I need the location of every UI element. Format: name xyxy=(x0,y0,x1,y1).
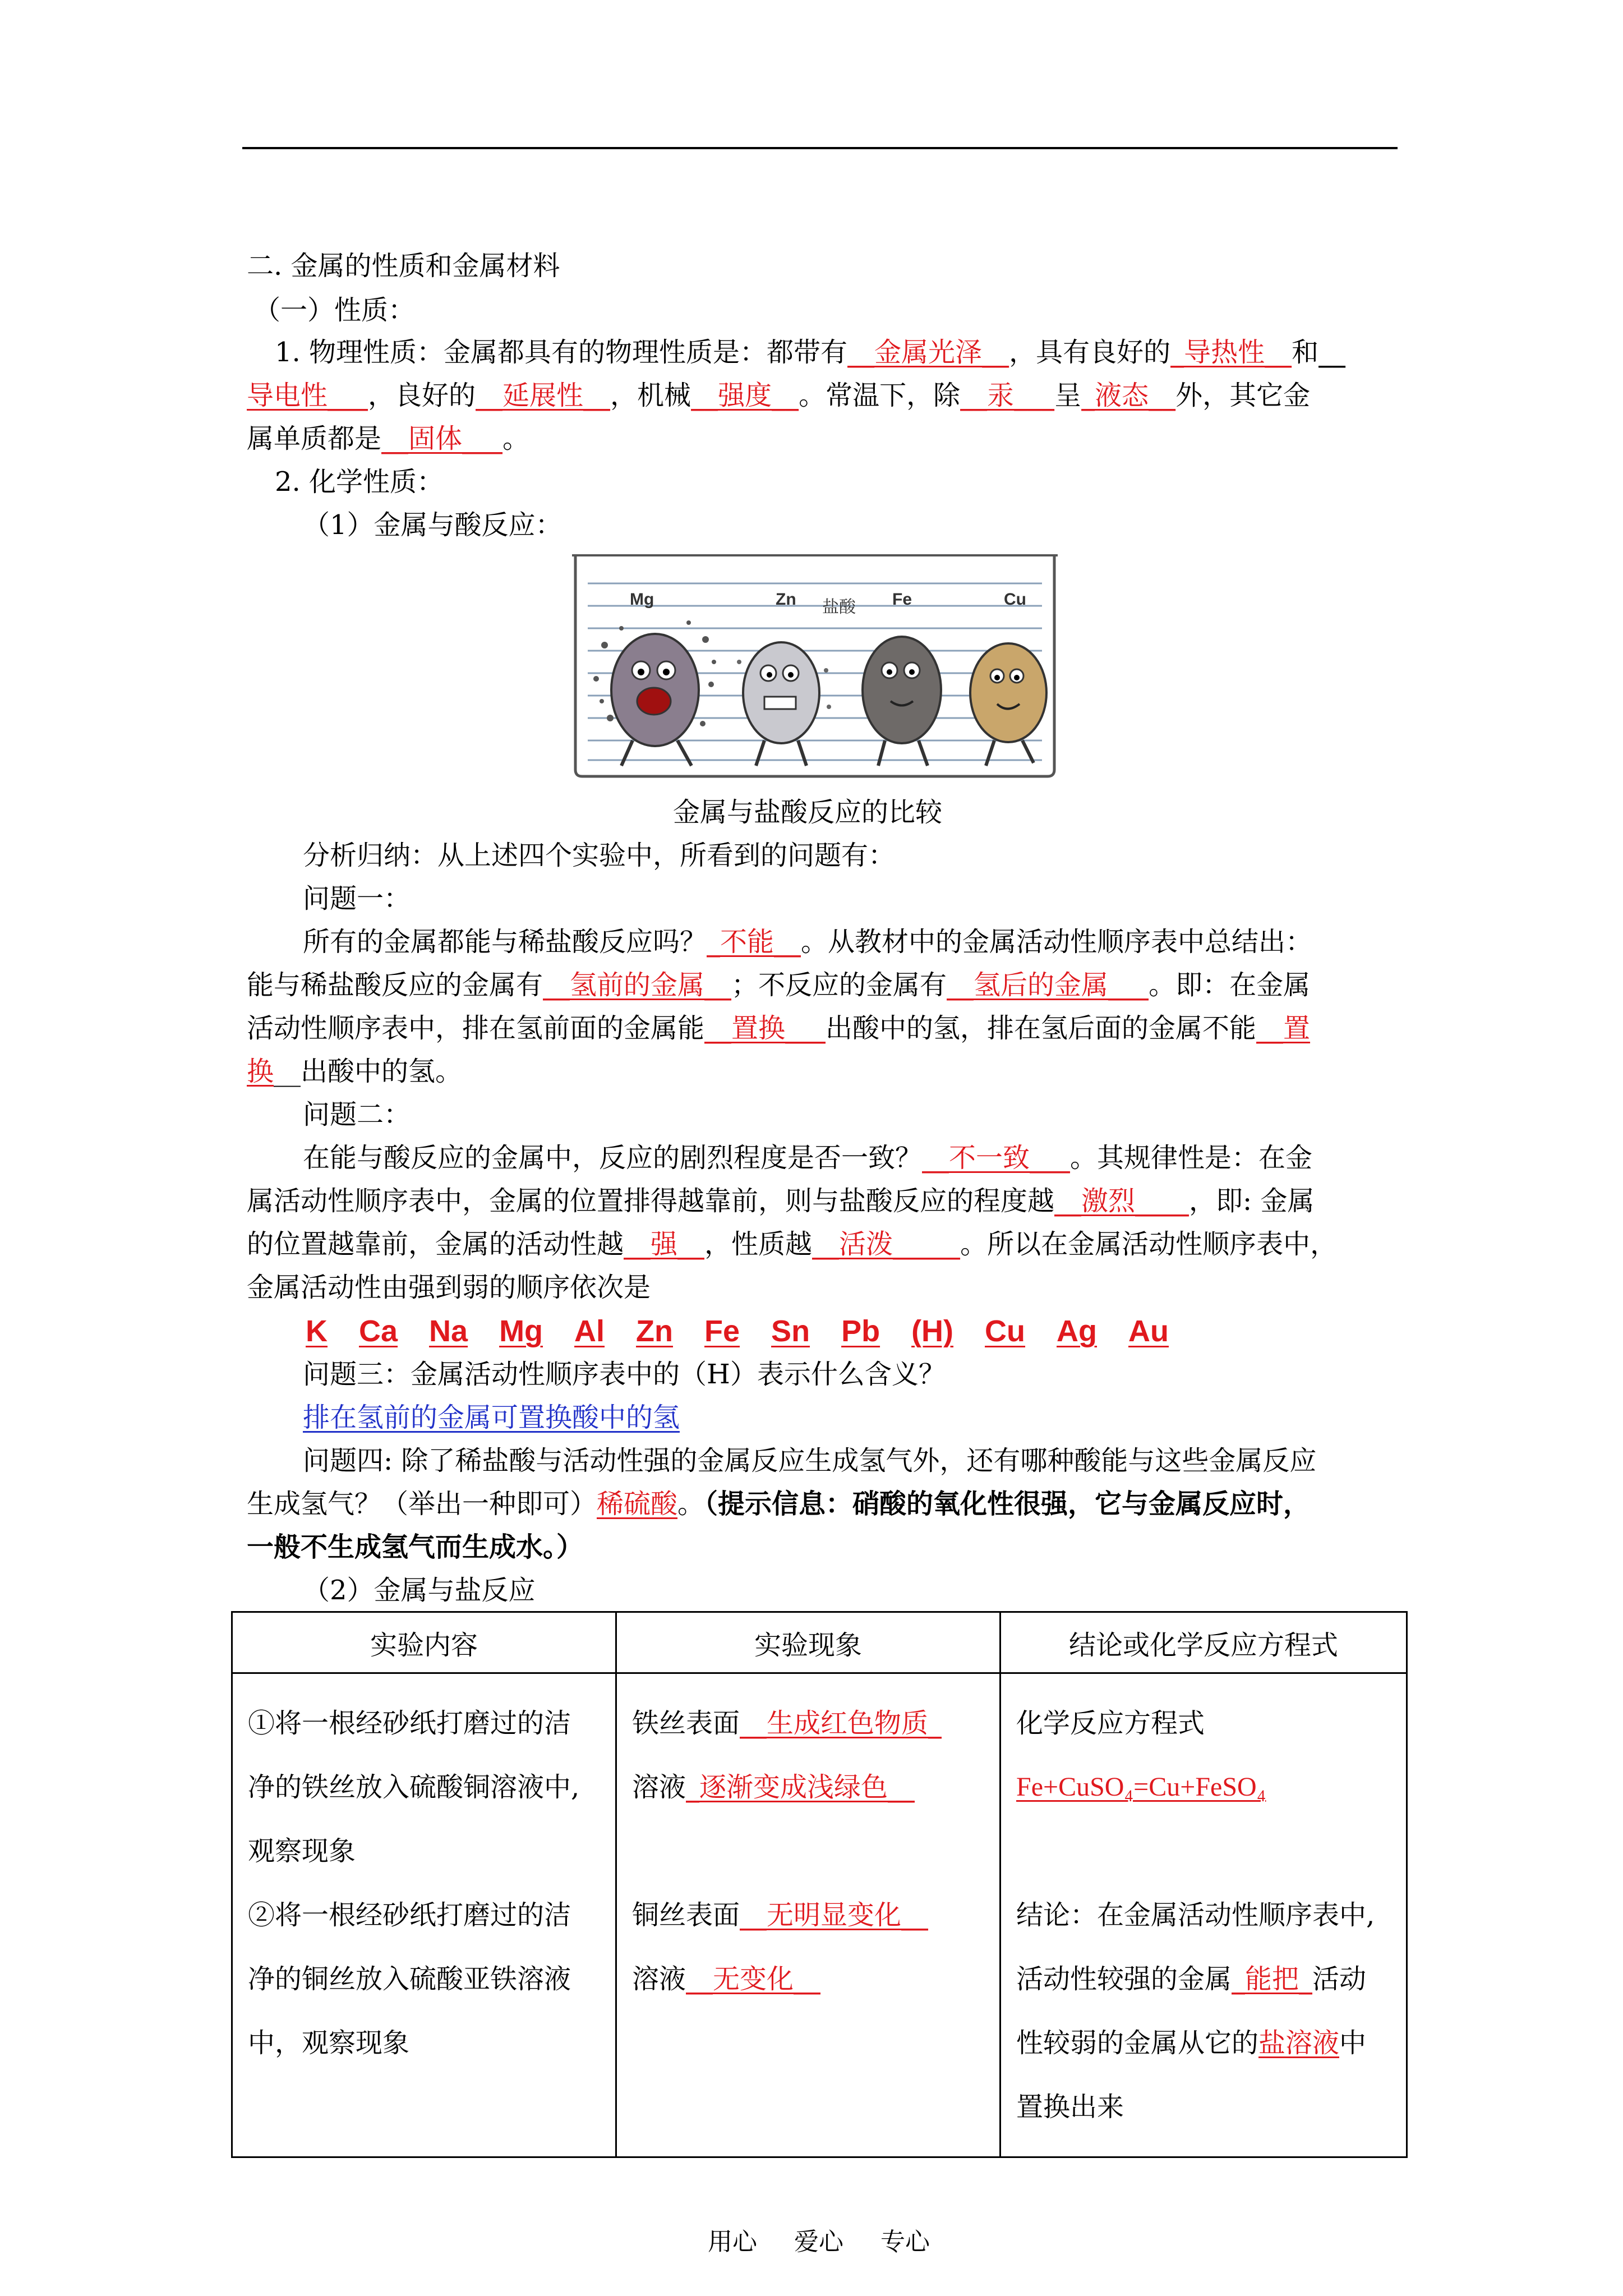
fe-character xyxy=(863,637,941,766)
blank-ductile: __延展性__ xyxy=(476,380,611,411)
blank-solid: __固体___ xyxy=(381,423,503,454)
q4-line-2: 生成氢气？（举出一种即可）稀硫酸。（提示信息：硝酸的氧化性很强，它与金属反应时， xyxy=(247,1488,1311,1520)
blank-sulfuric: 稀硫酸 xyxy=(597,1488,678,1520)
blank-light-green: _逐渐变成浅绿色__ xyxy=(686,1772,915,1803)
analysis-line: 分析归纳：从上述四个实验中，所看到的问题有： xyxy=(303,840,896,871)
blank-displace: __置换___ xyxy=(704,1013,826,1044)
cu-character xyxy=(970,643,1046,766)
q1-line-4: 换__出酸中的氢。 xyxy=(247,1056,463,1087)
activity-series: K Ca Na Mg Al Zn Fe Sn Pb (H) Cu Ag Au xyxy=(306,1314,1169,1348)
blank-displace-2b: 换 xyxy=(247,1056,274,1087)
blank-electric: 导电性___ xyxy=(247,380,368,411)
q3-answer: 排在氢前的金属可置换酸中的氢 xyxy=(303,1402,680,1433)
chemical-title: 2. 化学性质： xyxy=(275,466,444,498)
blank-strong: __强__ xyxy=(624,1228,705,1260)
q1-line-3: 活动性顺序表中，排在氢前面的金属能__置换___出酸中的氢，排在氢后面的金属不能__置 xyxy=(247,1013,1311,1044)
metal-acid-figure xyxy=(571,550,1059,780)
q2-line-3: 的位置越靠前，金属的活动性越__强__，性质越__活泼_____。所以在金属活动性顺序表中， xyxy=(247,1228,1338,1260)
blank-displace-2a: __置 xyxy=(1256,1013,1311,1044)
blank-mercury: __汞___ xyxy=(960,380,1055,411)
section-title: 二. 金属的性质和金属材料 xyxy=(247,250,560,282)
header-content: 实验内容 xyxy=(232,1612,616,1673)
blank-can: _能把_ xyxy=(1232,1963,1313,1995)
blank-liquid: _液态__ xyxy=(1081,380,1176,411)
salt-title: （2）金属与盐反应 xyxy=(303,1575,536,1606)
zn-character xyxy=(737,642,831,766)
cell-content: ①将一根经砂纸打磨过的洁 净的铁丝放入硫酸铜溶液中, 观察现象 ②将一根经砂纸打磨过的洁 净的铜丝放入硫酸亚铁溶液 中，观察现象 xyxy=(232,1673,616,2157)
header-conclusion: 结论或化学反应方程式 xyxy=(1000,1612,1407,1673)
equation: Fe+CuSO₄=Cu+FeSO₄ xyxy=(1016,1772,1266,1802)
header-phenomenon: 实验现象 xyxy=(616,1612,1000,1673)
cell-conclusion: 化学反应方程式 Fe+CuSO₄=Cu+FeSO₄ 结论：在金属活动性顺序表中, 活动性较强的金属_能把_活动 性较弱的金属从它的盐溶液中 置换出来 xyxy=(1000,1673,1407,2157)
blank-red-substance: __生成红色物质_ xyxy=(740,1708,942,1739)
label-zn: Zn xyxy=(776,590,796,609)
q1-line-1: 所有的金属都能与稀盐酸反应吗？_不能__。从教材中的金属活动性顺序表中总结出： xyxy=(303,926,1313,958)
label-cu: Cu xyxy=(1004,590,1026,609)
q4-line-1: 问题四: 除了稀盐酸与活动性强的金属反应生成氢气外，还有哪种酸能与这些金属反应 xyxy=(303,1445,1317,1476)
blank-violent: __激烈____ xyxy=(1054,1185,1189,1217)
physical-line-3: 属单质都是__固体___。 xyxy=(247,423,530,454)
label-fe: Fe xyxy=(892,590,912,609)
experiment-table xyxy=(231,1611,1408,2158)
q4-hint-line-2: 一般不生成氢气而生成水。） xyxy=(247,1531,584,1563)
q1-line-2: 能与稀盐酸反应的金属有__氢前的金属__；不反应的金属有__氢后的金属___。即：在金属 xyxy=(247,969,1311,1001)
question-2-title: 问题二： xyxy=(303,1099,411,1130)
blank-strength: __强度__ xyxy=(691,380,799,411)
blank-active: __活泼_____ xyxy=(812,1228,961,1260)
figure-caption: 金属与盐酸反应的比较 xyxy=(673,797,943,828)
q2-line-1: 在能与酸反应的金属中，反应的剧烈程度是否一致？__不一致___。其规律性是：在金 xyxy=(303,1142,1313,1174)
label-mg: Mg xyxy=(630,590,654,609)
blank-luster: __金属光泽__ xyxy=(847,337,1009,368)
footer: 用心 爱心 专心 xyxy=(708,2228,930,2256)
table-row xyxy=(232,1673,1407,2157)
blank-salt-solution: 盐溶液 xyxy=(1258,2027,1340,2059)
physical-line-1: 1. 物理性质：金属都具有的物理性质是：都带有__金属光泽__，具有良好的_导热性__和__ xyxy=(275,337,1346,368)
blank-cannot: _不能__ xyxy=(707,926,801,958)
physical-line-2: 导电性___，良好的__延展性__，机械__强度__。常温下，除__汞___呈_液态__外，其它金 xyxy=(247,380,1311,411)
subsection-title: （一）性质： xyxy=(253,295,416,326)
header-rule xyxy=(242,147,1398,149)
table-header-row xyxy=(232,1612,1407,1673)
q2-line-2: 属活动性顺序表中，金属的位置排得越靠前，则与盐酸反应的程度越__激烈____，即: 金属 xyxy=(247,1185,1315,1217)
blank-heat: _导热性__ xyxy=(1170,337,1292,368)
question-3: 问题三：金属活动性顺序表中的（H）表示什么含义？ xyxy=(303,1359,946,1390)
blank-no-change-obvious: __无明显变化__ xyxy=(740,1899,929,1931)
blank-inconsistent: __不一致___ xyxy=(922,1142,1071,1174)
acid-title: （1）金属与酸反应： xyxy=(303,509,562,541)
q2-line-4: 金属活动性由强到弱的顺序依次是 xyxy=(247,1272,651,1303)
question-1-title: 问题一： xyxy=(303,883,411,914)
blank-before-h: __氢前的金属__ xyxy=(543,969,732,1001)
blank-after-h: __氢后的金属___ xyxy=(947,969,1149,1001)
label-acid: 盐酸 xyxy=(822,597,856,617)
cell-phenomenon: 铁丝表面__生成红色物质_ 溶液_逐渐变成浅绿色__ 铜丝表面__无明显变化__ 溶液__无变化__ xyxy=(616,1673,1000,2157)
blank-no-change: __无变化__ xyxy=(686,1963,821,1995)
mg-character xyxy=(593,620,716,766)
